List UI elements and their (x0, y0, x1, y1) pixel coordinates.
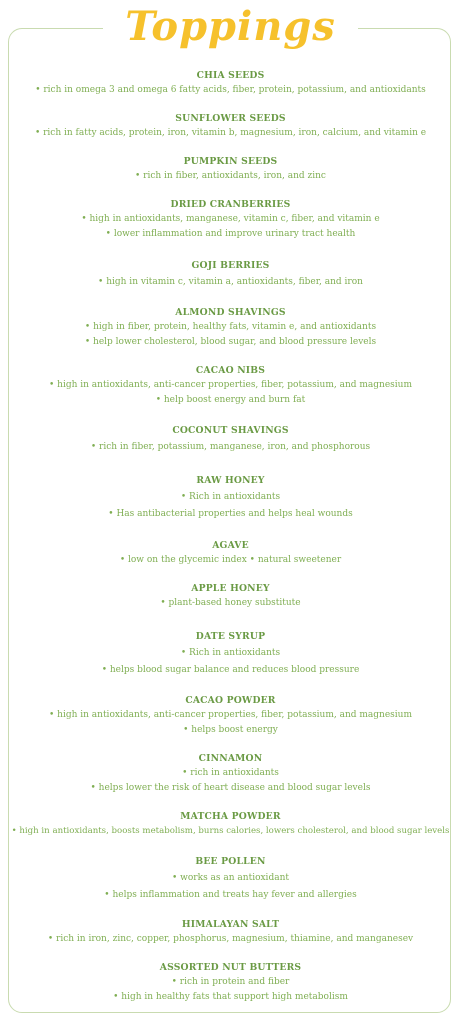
topping-name: ALMOND SHAVINGS (175, 307, 286, 318)
topping-benefit: • rich in antioxidants (182, 768, 279, 778)
topping-benefit: • helps lower the risk of heart disease and blood sugar levels (90, 783, 371, 793)
topping-benefit: • Has antibacterial properties and helps heal wounds (108, 509, 353, 519)
topping-dried-cranberries (0, 198, 461, 242)
topping-benefit: • high in healthy fats that support high metabolism (113, 992, 348, 1002)
topping-name: MATCHA POWDER (180, 811, 281, 822)
topping-name: ASSORTED NUT BUTTERS (159, 962, 302, 973)
topping-name: CACAO POWDER (185, 695, 276, 706)
topping-benefit: • Rich in antioxidants (180, 648, 281, 658)
topping-matcha-powder (0, 810, 461, 839)
topping-benefit: • rich in fiber, potassium, manganese, iron, and phosphorous (90, 442, 371, 452)
topping-benefit: • helps blood sugar balance and reduces blood pressure (101, 665, 360, 675)
topping-name: HIMALAYAN SALT (181, 919, 280, 930)
topping-name: RAW HONEY (196, 475, 265, 486)
topping-name: DRIED CRANBERRIES (170, 199, 291, 210)
topping-name: PUMPKIN SEEDS (183, 156, 278, 167)
topping-name: DATE SYRUP (195, 631, 266, 642)
topping-benefit: • rich in omega 3 and omega 6 fatty acids, fiber, protein, potassium, and antioxidants (35, 85, 426, 95)
topping-benefit: • Rich in antioxidants (180, 492, 281, 502)
topping-benefit: • works as an antioxidant (172, 873, 289, 883)
topping-name: APPLE HONEY (191, 583, 270, 594)
topping-goji-berries (0, 259, 461, 290)
topping-date-syrup (0, 630, 461, 678)
topping-name: CHIA SEEDS (196, 70, 265, 81)
topping-benefit: • low on the glycemic index • natural sweetener (119, 555, 342, 565)
topping-benefit: • high in antioxidants, manganese, vitamin c, fiber, and vitamin e (81, 214, 380, 224)
topping-benefit: • helps inflammation and treats hay fever and allergies (104, 890, 357, 900)
topping-benefit: • high in vitamin c, vitamin a, antioxidants, fiber, and iron (98, 277, 363, 287)
topping-benefit: • high in antioxidants, anti-cancer properties, fiber, potassium, and magnesium (48, 380, 413, 390)
page-title: Toppings (103, 0, 358, 54)
topping-benefit: • rich in fiber, antioxidants, iron, and zinc (135, 171, 326, 181)
topping-name: CINNAMON (198, 753, 263, 764)
topping-apple-honey (0, 582, 461, 611)
topping-pumpkin-seeds (0, 155, 461, 184)
topping-name: BEE POLLEN (195, 856, 266, 867)
topping-assorted-nut-butters (0, 961, 461, 1005)
topping-benefit: • high in antioxidants, boosts metabolism, burns calories, lowers cholesterol, and blood sugar levels (11, 826, 450, 836)
topping-benefit: • high in antioxidants, anti-cancer properties, fiber, potassium, and magnesium (48, 710, 413, 720)
topping-name: AGAVE (212, 540, 249, 551)
topping-cinnamon (0, 752, 461, 796)
topping-benefit: • plant-based honey substitute (160, 598, 301, 608)
topping-sunflower-seeds (0, 112, 461, 141)
topping-name: CACAO NIBS (195, 365, 266, 376)
topping-name: COCONUT SHAVINGS (172, 425, 289, 436)
topping-almond-shavings (0, 306, 461, 350)
topping-benefit: • high in fiber, protein, healthy fats, vitamin e, and antioxidants (84, 322, 377, 332)
topping-benefit: • help boost energy and burn fat (155, 395, 306, 405)
topping-raw-honey (0, 474, 461, 522)
topping-benefit: • rich in protein and fiber (171, 977, 290, 987)
topping-benefit: • helps boost energy (183, 725, 278, 735)
topping-name: GOJI BERRIES (191, 260, 270, 271)
topping-benefit: • rich in iron, zinc, copper, phosphorus, magnesium, thiamine, and manganesev (47, 934, 414, 944)
topping-benefit: • lower inflammation and improve urinary tract health (105, 229, 356, 239)
topping-cacao-nibs (0, 364, 461, 408)
topping-himalayan-salt (0, 918, 461, 947)
topping-agave (0, 539, 461, 568)
topping-chia-seeds (0, 69, 461, 98)
topping-bee-pollen (0, 855, 461, 903)
topping-name: SUNFLOWER SEEDS (175, 113, 286, 124)
topping-benefit: • help lower cholesterol, blood sugar, and blood pressure levels (84, 337, 377, 347)
topping-cacao-powder (0, 694, 461, 738)
topping-coconut-shavings (0, 424, 461, 455)
title-wrap (0, 0, 461, 60)
topping-benefit: • rich in fatty acids, protein, iron, vitamin b, magnesium, iron, calcium, and vitamin e (34, 128, 427, 138)
